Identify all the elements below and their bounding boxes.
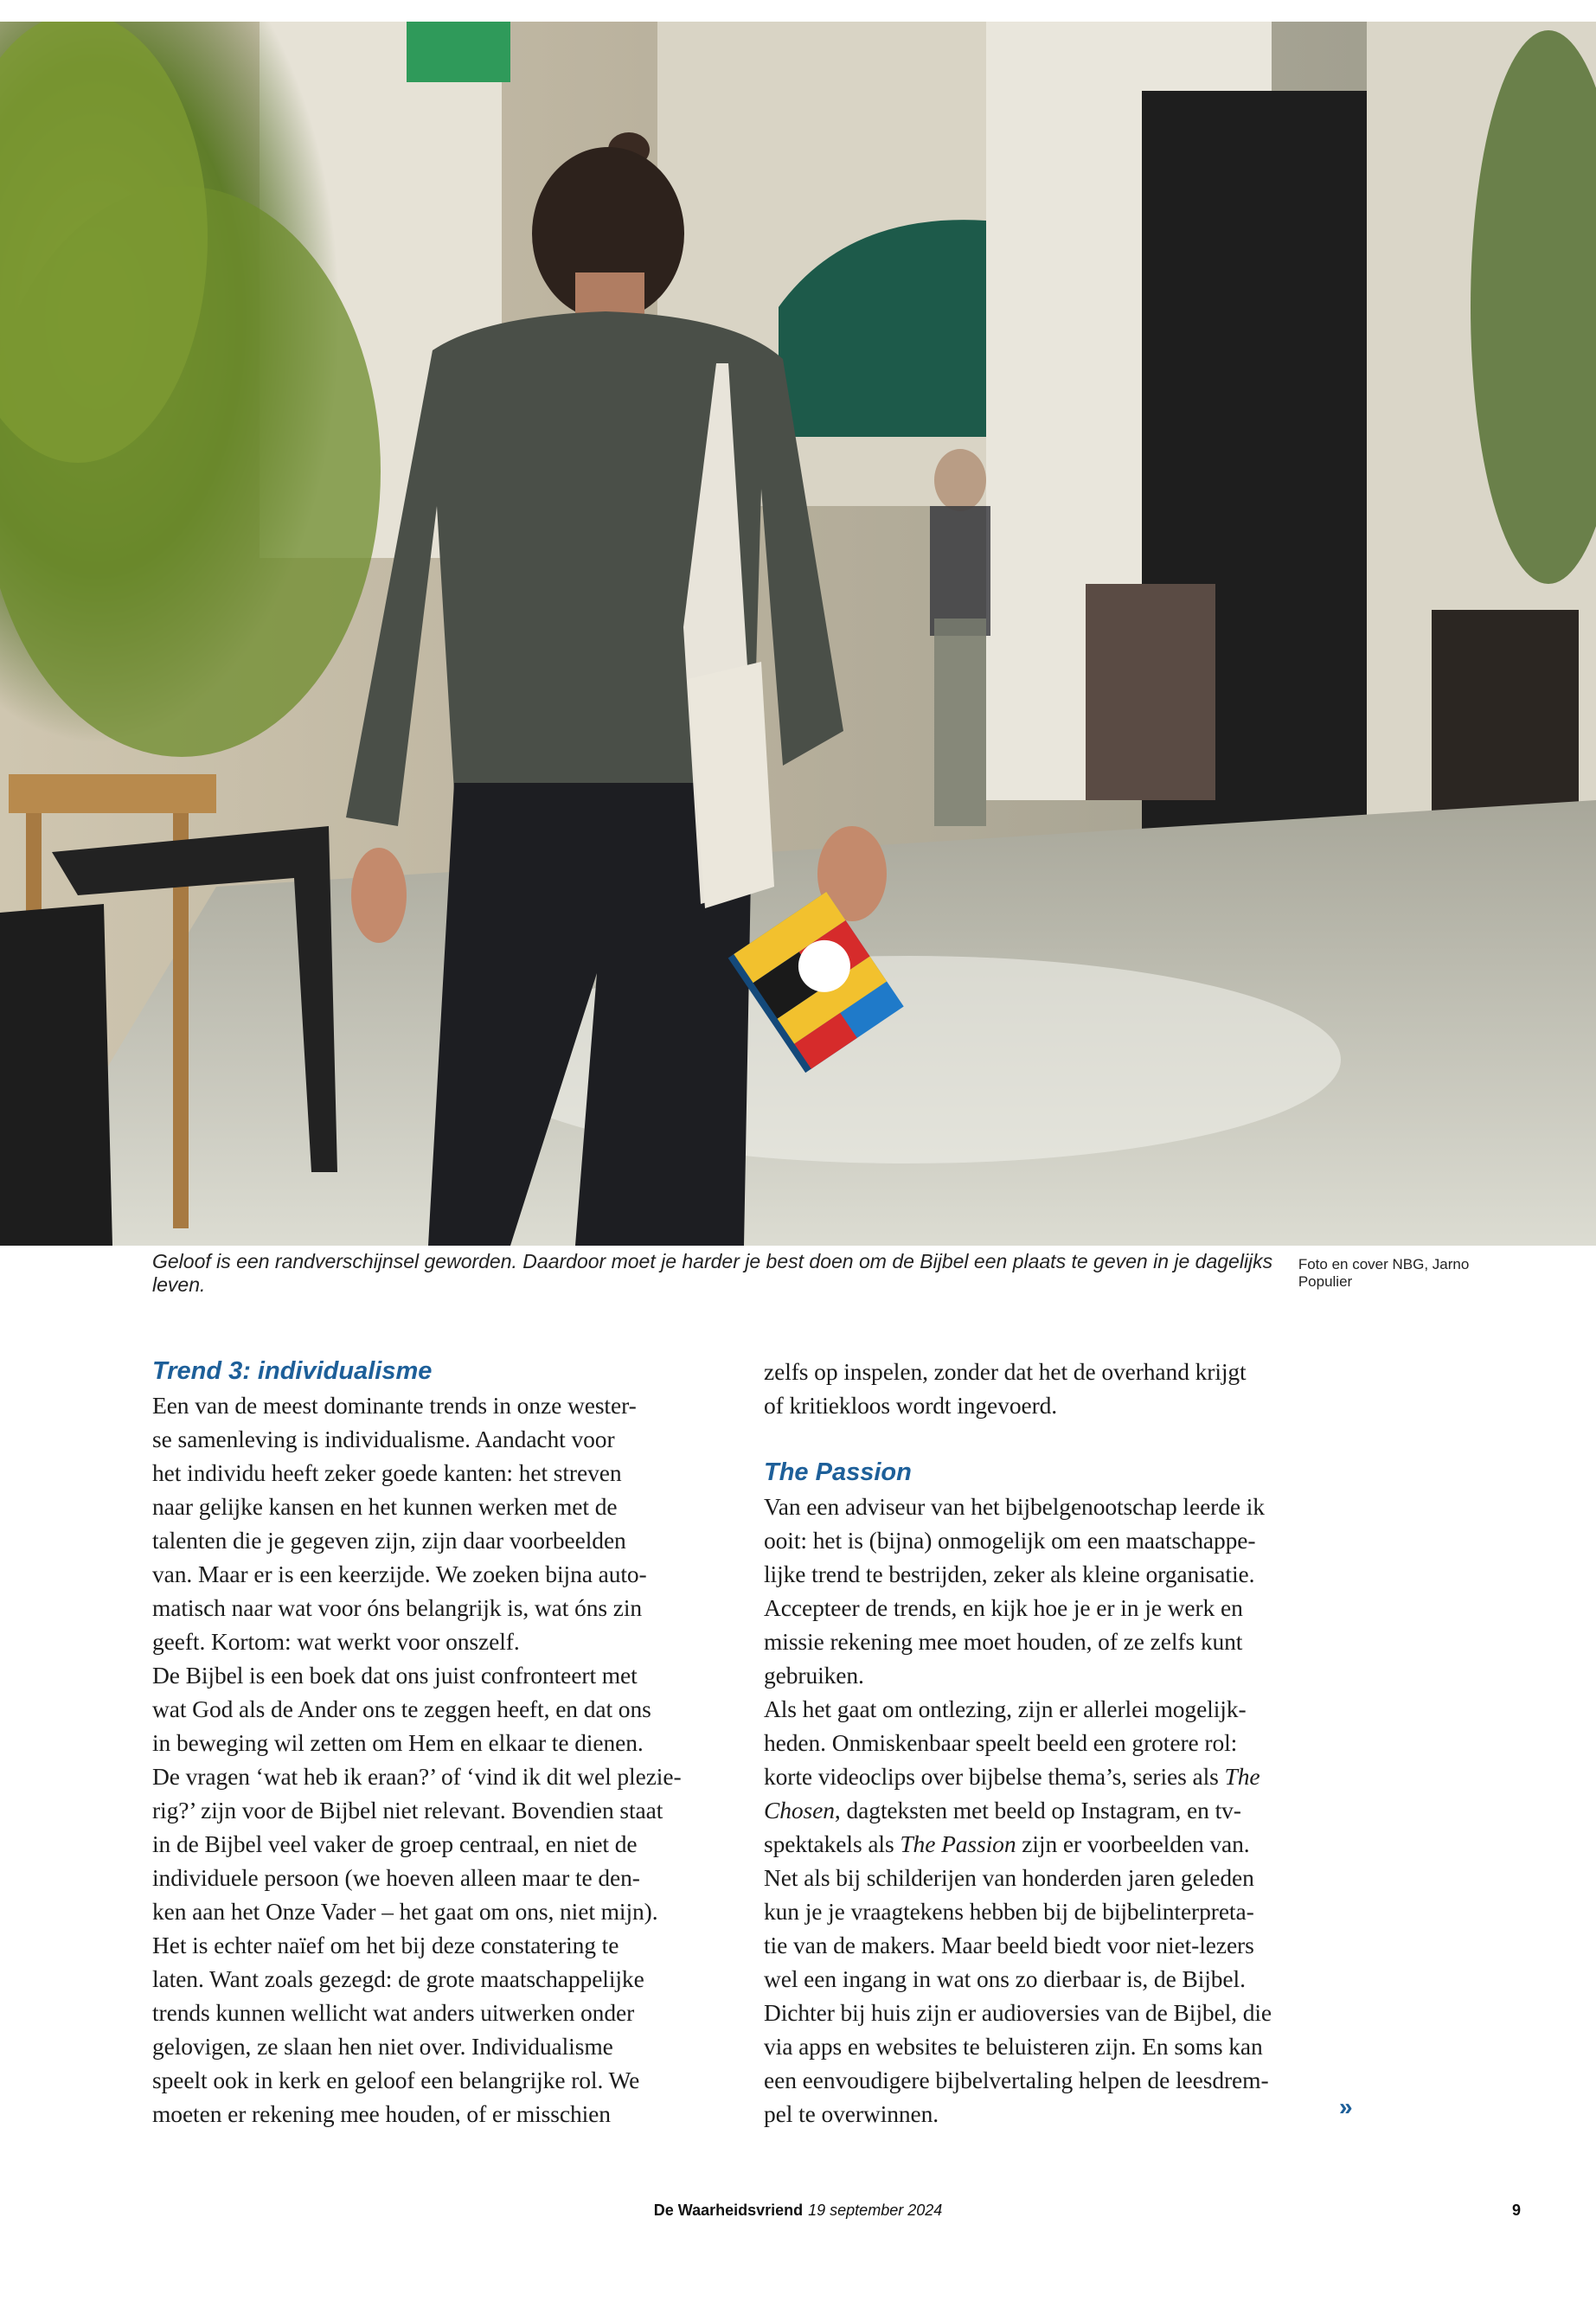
page-footer [0, 2202, 1596, 2220]
photo-credit: Foto en cover NBG, Jarno Populier [1298, 1256, 1470, 1290]
paragraph [764, 1692, 1335, 2131]
text-run: Als het gaat om ontlezing, zijn er allerlei mogelijk- heden. Onmiskenbaar speelt beeld een grotere rol: korte videoclips over bijbelse thema’s, series als [764, 1695, 1247, 1790]
title-italic: Chosen [764, 1797, 835, 1823]
page-number: 9 [1512, 2202, 1522, 2219]
continue-arrow-icon: » [1339, 2093, 1353, 2120]
paragraph: Van een adviseur van het bijbelgenootschap leerde ik ooit: het is (bijna) onmogelijk om een maatschappe- lijke trend te bestrijden, zeker als kleine organisatie. Accepteer de trends, en kijk hoe je er in je werk en missie rekening mee moet houden, of ze zelfs kunt gebruiken. [764, 1493, 1265, 1689]
title-italic: The Passion [900, 1830, 1016, 1857]
photo-caption-row [152, 1250, 1521, 1296]
magazine-name: De Waarheidsvriend [653, 2202, 804, 2219]
street-photo-man-with-bible-icon [0, 22, 1596, 1246]
photo-caption: Geloof is een randverschijnsel geworden. Daardoor moet je harder je best doen om de Bijbel een plaats te geven in je dagelijks leven. [152, 1250, 1273, 1296]
spacer [764, 1422, 1335, 1456]
paragraph: Een van de meest dominante trends in onze wester- se samenleving is individualisme. Aandacht voor het individu heeft zeker goede kanten: het streven naar gelijke kansen en het kunnen werken met de talenten die je gegeven zijn, zijn daar voorbeelden van. Maar er is een keerzijde. We zoeken bijna auto- matisch naar wat voor óns belangrijk is, wat óns zin geeft. Kortom: wat werkt voor onszelf. [152, 1392, 647, 1655]
title-italic: The [1224, 1763, 1260, 1790]
paragraph: De Bijbel is een boek dat ons juist confronteert met wat God als de Ander ons te zeggen heeft, en dat ons in beweging wil zetten om Hem en elkaar te dienen. De vragen ‘wat heb ik eraan?’ of ‘vind ik dit wel plezie- rig?’ zijn voor de Bijbel niet relevant. Bovendien staat in de Bijbel veel vaker de groep centraal, en niet de individuele persoon (we hoeven alleen maar te den- ken aan het Onze Vader – het gaat om ons, niet mijn). Het is echter naïef om het bij deze constatering te laten. Want zoals gezegd: de grote maatschappelijke trends kunnen wellicht wat anders uitwerken onder gelovigen, ze slaan hen niet over. Individualisme speelt ook in kerk en geloof een belangrijke rol. We moeten er rekening mee houden, of er misschien [152, 1662, 682, 2127]
section-heading-individualisme: Trend 3: individualisme [152, 1357, 433, 1385]
paragraph: zelfs op inspelen, zonder dat het de overhand krijgt of kritiekloos wordt ingevoerd. [764, 1358, 1247, 1419]
issue-date: 19 september 2024 [808, 2202, 943, 2219]
section-heading-the-passion: The Passion [764, 1458, 912, 1486]
right-column [764, 1355, 1335, 2131]
text-run: zijn er voorbeelden van. Net als bij schilderijen van honderden jaren geleden kun je je vraagtekens hebben bij de bijbelinterpreta- tie van de makers. Maar beeld biedt voor niet-lezers wel een ingang in wat ons zo dierbaar is, de Bijbel. Dichter bij huis zijn er audioversies van de Bijbel, die via apps en websites te beluisteren zijn. En soms kan een eenvoudigere bijbelvertaling helpen de leesdrem- pel te overwinnen. [764, 1830, 1272, 2127]
text-run: , dagteksten met beeld op Instagram, en tv- spektakels als [764, 1797, 1241, 1857]
hero-photo [0, 22, 1596, 1246]
left-column [152, 1355, 723, 2131]
